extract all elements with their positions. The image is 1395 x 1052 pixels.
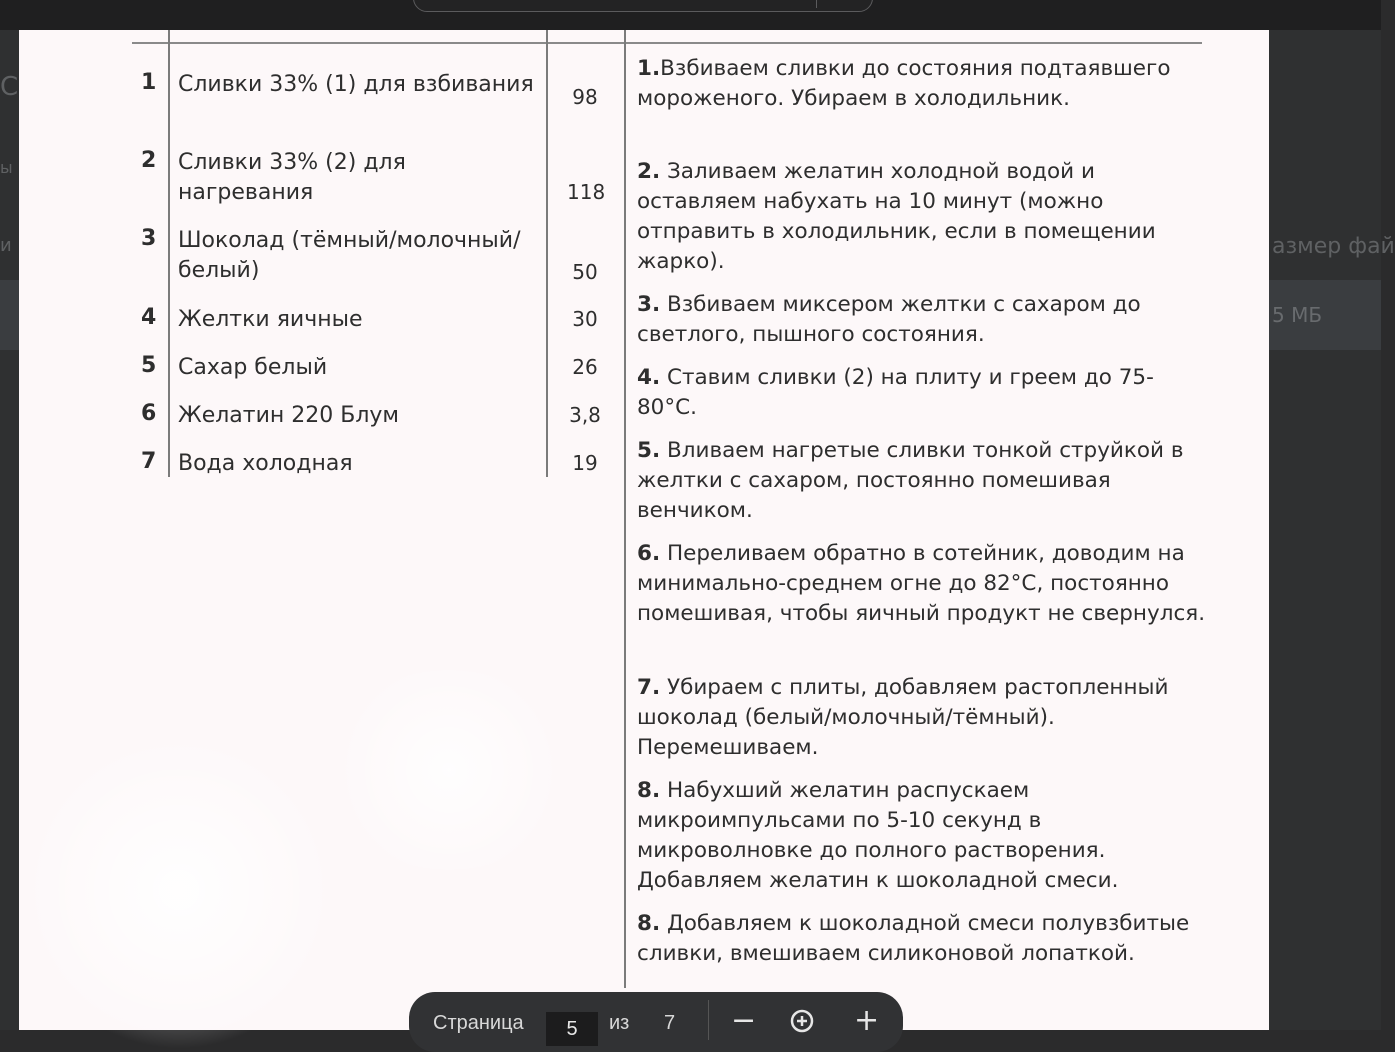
recipe-step: [637, 157, 1212, 277]
recipe-step: [637, 290, 1212, 350]
ingredient-number: 2: [141, 148, 157, 173]
ingredient-quantity: 98: [572, 85, 598, 109]
top-bar: [0, 0, 1381, 30]
table-divider-num: [168, 30, 170, 477]
step-number: 4.: [637, 365, 661, 390]
step-number: 2.: [637, 159, 661, 184]
ingredient-number: 1: [141, 70, 157, 95]
step-number: 8.: [637, 911, 661, 936]
search-divider: [816, 0, 817, 8]
recipe-step: [637, 776, 1212, 896]
pdf-page: [19, 30, 1269, 1030]
step-number: 3.: [637, 292, 661, 317]
step-text: Взбиваем сливки до состояния подтаявшего мороженого. Убираем в холодильник.: [637, 56, 1171, 111]
toolbar-divider: [708, 1000, 709, 1040]
ingredient-quantity: 118: [567, 180, 606, 204]
ingredient-quantity: 50: [572, 260, 598, 284]
recipe-step: [637, 436, 1212, 526]
of-label: из: [609, 1012, 630, 1034]
total-pages: 7: [664, 1012, 676, 1034]
step-text: Убираем с плиты, добавляем растопленный шоколад (белый/молочный/тёмный). Перемешиваем.: [637, 675, 1169, 760]
ingredient-number: 5: [141, 353, 157, 378]
step-text: Заливаем желатин холодной водой и оставляем набухать на 10 минут (можно отправить в холодильник, если в помещении жарко).: [637, 159, 1156, 274]
step-number: 5.: [637, 438, 661, 463]
ingredient-number: 4: [141, 305, 157, 330]
ingredient-number: 6: [141, 401, 157, 426]
ingredient-name: Сливки 33% (1) для взбивания: [178, 72, 534, 97]
background-text-fragment: и: [0, 235, 12, 256]
step-text: Набухший желатин распускаем микроимпульсами по 5-10 секунд в микроволновке до полного растворения. Добавляем желатин к шоколадной смеси.: [637, 778, 1119, 893]
ingredient-name: Желтки яичные: [178, 307, 363, 332]
step-number: 1.: [637, 56, 661, 81]
background-file-size: 5 МБ: [1272, 303, 1323, 327]
step-number: 6.: [637, 541, 661, 566]
page-label: Страница: [433, 1012, 524, 1034]
step-text: Добавляем к шоколадной смеси полувзбитые сливки, вмешиваем силиконовой лопаткой.: [637, 911, 1190, 966]
ingredient-number: 7: [141, 449, 157, 474]
step-number: 7.: [637, 675, 661, 700]
step-text: Вливаем нагретые сливки тонкой струйкой в желтки с сахаром, постоянно помешивая венчиком.: [637, 438, 1184, 523]
ingredient-quantity: 3,8: [569, 403, 601, 427]
ingredient-number: 3: [141, 226, 157, 251]
ingredient-quantity: 19: [572, 451, 598, 475]
table-divider-steps: [624, 30, 626, 988]
step-text: Взбиваем миксером желтки с сахаром до светлого, пышного состояния.: [637, 292, 1141, 347]
ingredient-name: Шоколад (тёмный/молочный/белый): [178, 228, 521, 283]
zoom-out-button[interactable]: −: [731, 1003, 757, 1038]
search-box[interactable]: [413, 0, 873, 12]
background-column-header-size: азмер фай: [1272, 234, 1395, 259]
background-text-fragment: ы: [0, 158, 13, 177]
recipe-step: [637, 909, 1212, 969]
watermark-blob: [319, 670, 579, 870]
ingredient-name: Желатин 220 Блум: [178, 403, 400, 428]
pdf-navigation-toolbar: [409, 992, 903, 1052]
table-top-rule: [132, 42, 1202, 44]
ingredient-quantity: 30: [572, 307, 598, 331]
ingredient-quantity: 26: [572, 355, 598, 379]
recipe-step: [637, 673, 1212, 763]
watermark-blob: [19, 730, 339, 1050]
zoom-fit-icon[interactable]: [789, 1008, 815, 1040]
page-number-input[interactable]: [546, 1012, 598, 1046]
ingredient-name: Сливки 33% (2) для нагревания: [178, 150, 406, 205]
recipe-step: [637, 539, 1212, 629]
step-text: Ставим сливки (2) на плиту и греем до 75-80°С.: [637, 365, 1154, 420]
recipe-step: [637, 54, 1212, 114]
ingredient-name: Сахар белый: [178, 355, 328, 380]
recipe-step: [637, 363, 1212, 423]
step-text: Переливаем обратно в сотейник, доводим на минимально-среднем огне до 82°С, постоянно помешивая, чтобы яичный продукт не свернулся.: [637, 541, 1206, 626]
step-number: 8.: [637, 778, 661, 803]
zoom-in-button[interactable]: +: [854, 1003, 880, 1038]
ingredient-name: Вода холодная: [178, 451, 353, 476]
background-title-fragment: С: [0, 72, 19, 102]
